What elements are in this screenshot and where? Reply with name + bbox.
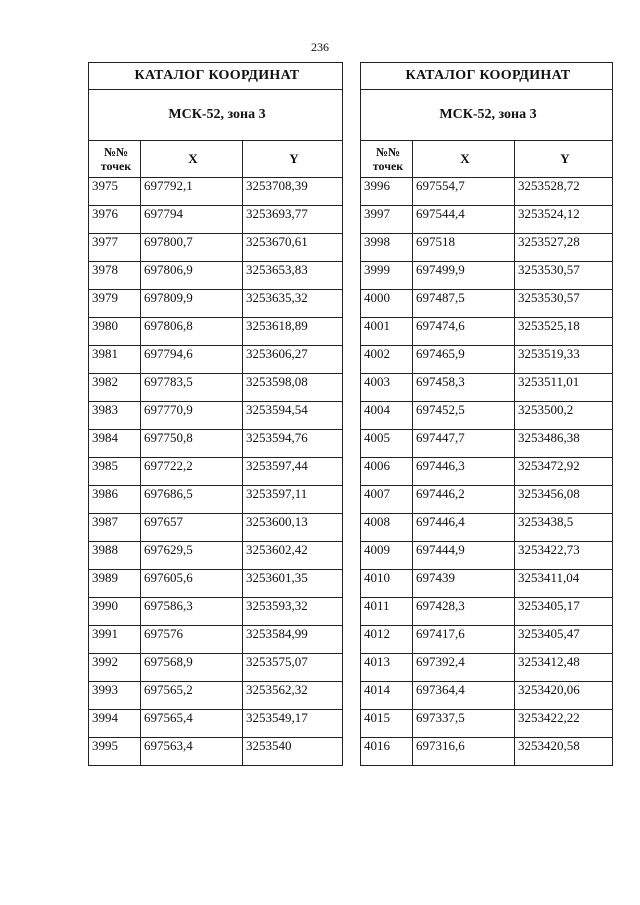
point-number-cell: 4014 (361, 682, 413, 710)
table-row (89, 682, 343, 710)
point-number-cell: 3978 (89, 262, 141, 290)
y-coordinate-cell: 3253598,08 (243, 374, 343, 402)
x-coordinate-cell: 697576 (141, 626, 243, 654)
y-coordinate-cell: 3253412,48 (515, 654, 613, 682)
y-coordinate-cell: 3253618,89 (243, 318, 343, 346)
y-coordinate-cell: 3253562,32 (243, 682, 343, 710)
point-number-cell: 3979 (89, 290, 141, 318)
coordinate-catalog-table-right (360, 62, 613, 766)
point-number-cell: 3998 (361, 234, 413, 262)
table-row (361, 458, 613, 486)
point-number-cell: 3995 (89, 738, 141, 766)
y-coordinate-cell: 3253500,2 (515, 402, 613, 430)
x-coordinate-cell: 697392,4 (413, 654, 515, 682)
point-number-cell: 3980 (89, 318, 141, 346)
x-coordinate-cell: 697792,1 (141, 178, 243, 206)
x-coordinate-cell: 697783,5 (141, 374, 243, 402)
point-number-cell: 4004 (361, 402, 413, 430)
y-coordinate-cell: 3253486,38 (515, 430, 613, 458)
x-coordinate-cell: 697629,5 (141, 542, 243, 570)
y-coordinate-cell: 3253405,47 (515, 626, 613, 654)
x-coordinate-cell: 697806,9 (141, 262, 243, 290)
y-coordinate-cell: 3253411,04 (515, 570, 613, 598)
x-coordinate-cell: 697565,2 (141, 682, 243, 710)
table-row (361, 178, 613, 206)
point-number-cell: 4012 (361, 626, 413, 654)
table-row (361, 234, 613, 262)
y-coordinate-cell: 3253594,76 (243, 430, 343, 458)
table-row (361, 710, 613, 738)
point-number-cell: 3990 (89, 598, 141, 626)
point-number-cell: 3991 (89, 626, 141, 654)
point-number-cell: 3981 (89, 346, 141, 374)
x-coordinate-cell: 697563,4 (141, 738, 243, 766)
x-coordinate-cell: 697439 (413, 570, 515, 598)
x-coordinate-cell: 697452,5 (413, 402, 515, 430)
table-row (361, 738, 613, 766)
table-row (361, 570, 613, 598)
coordinate-catalog-table-left (88, 62, 343, 766)
table-row (89, 570, 343, 598)
x-coordinate-cell: 697806,8 (141, 318, 243, 346)
point-number-cell: 4009 (361, 542, 413, 570)
y-coordinate-cell: 3253405,17 (515, 598, 613, 626)
point-number-cell: 4008 (361, 514, 413, 542)
table-row (89, 458, 343, 486)
point-number-cell: 3977 (89, 234, 141, 262)
point-number-cell: 4000 (361, 290, 413, 318)
table-row (361, 598, 613, 626)
point-number-cell: 4015 (361, 710, 413, 738)
y-coordinate-cell: 3253422,73 (515, 542, 613, 570)
point-number-cell: 4003 (361, 374, 413, 402)
point-number-cell: 3985 (89, 458, 141, 486)
y-coordinate-cell: 3253601,35 (243, 570, 343, 598)
point-number-cell: 4016 (361, 738, 413, 766)
y-coordinate-cell: 3253511,01 (515, 374, 613, 402)
column-header-y: Y (243, 141, 343, 178)
y-coordinate-cell: 3253519,33 (515, 346, 613, 374)
y-coordinate-cell: 3253708,39 (243, 178, 343, 206)
x-coordinate-cell: 697722,2 (141, 458, 243, 486)
y-coordinate-cell: 3253597,44 (243, 458, 343, 486)
column-header-y: Y (515, 141, 613, 178)
table-row (89, 542, 343, 570)
table-row (89, 710, 343, 738)
point-number-cell: 4013 (361, 654, 413, 682)
table-row (89, 598, 343, 626)
table-row (361, 318, 613, 346)
x-coordinate-cell: 697428,3 (413, 598, 515, 626)
y-coordinate-cell: 3253530,57 (515, 262, 613, 290)
point-number-cell: 3996 (361, 178, 413, 206)
y-coordinate-cell: 3253600,13 (243, 514, 343, 542)
x-coordinate-cell: 697794,6 (141, 346, 243, 374)
table-row (89, 514, 343, 542)
table-row (361, 542, 613, 570)
point-number-cell: 4002 (361, 346, 413, 374)
y-coordinate-cell: 3253525,18 (515, 318, 613, 346)
y-coordinate-cell: 3253670,61 (243, 234, 343, 262)
table-body (361, 178, 613, 766)
table-row (89, 738, 343, 766)
x-coordinate-cell: 697544,4 (413, 206, 515, 234)
x-coordinate-cell: 697686,5 (141, 486, 243, 514)
point-number-cell: 3975 (89, 178, 141, 206)
y-coordinate-cell: 3253549,17 (243, 710, 343, 738)
point-number-cell: 3984 (89, 430, 141, 458)
x-coordinate-cell: 697446,2 (413, 486, 515, 514)
x-coordinate-cell: 697605,6 (141, 570, 243, 598)
y-coordinate-cell: 3253597,11 (243, 486, 343, 514)
x-coordinate-cell: 697794 (141, 206, 243, 234)
table-row (361, 682, 613, 710)
y-coordinate-cell: 3253438,5 (515, 514, 613, 542)
y-coordinate-cell: 3253584,99 (243, 626, 343, 654)
catalog-subtitle: МСК-52, зона 3 (89, 90, 343, 141)
table-row (89, 346, 343, 374)
y-coordinate-cell: 3253594,54 (243, 402, 343, 430)
table-row (361, 374, 613, 402)
column-header-x: X (413, 141, 515, 178)
table-row (89, 430, 343, 458)
catalog-subtitle: МСК-52, зона 3 (361, 90, 613, 141)
point-number-cell: 4001 (361, 318, 413, 346)
point-number-cell: 4007 (361, 486, 413, 514)
y-coordinate-cell: 3253420,58 (515, 738, 613, 766)
y-coordinate-cell: 3253524,12 (515, 206, 613, 234)
point-number-cell: 4010 (361, 570, 413, 598)
y-coordinate-cell: 3253472,92 (515, 458, 613, 486)
point-number-cell: 3976 (89, 206, 141, 234)
y-coordinate-cell: 3253420,06 (515, 682, 613, 710)
column-header-point-number: №№ точек (89, 141, 141, 178)
table-row (89, 374, 343, 402)
table-row (361, 402, 613, 430)
catalog-title: КАТАЛОГ КООРДИНАТ (89, 63, 343, 90)
y-coordinate-cell: 3253527,28 (515, 234, 613, 262)
table-row (361, 486, 613, 514)
table-row (361, 654, 613, 682)
point-number-cell: 3994 (89, 710, 141, 738)
x-coordinate-cell: 697568,9 (141, 654, 243, 682)
catalog-title: КАТАЛОГ КООРДИНАТ (361, 63, 613, 90)
table-row (89, 262, 343, 290)
x-coordinate-cell: 697447,7 (413, 430, 515, 458)
y-coordinate-cell: 3253456,08 (515, 486, 613, 514)
table-row (361, 290, 613, 318)
table-row (89, 486, 343, 514)
table-row (361, 262, 613, 290)
table-row (89, 178, 343, 206)
y-coordinate-cell: 3253606,27 (243, 346, 343, 374)
point-number-cell: 4011 (361, 598, 413, 626)
point-number-cell: 3988 (89, 542, 141, 570)
table-row (361, 514, 613, 542)
x-coordinate-cell: 697444,9 (413, 542, 515, 570)
table-row (89, 234, 343, 262)
y-coordinate-cell: 3253602,42 (243, 542, 343, 570)
point-number-cell: 3983 (89, 402, 141, 430)
table-row (89, 318, 343, 346)
table-row (89, 206, 343, 234)
point-number-cell: 3997 (361, 206, 413, 234)
table-row (89, 402, 343, 430)
y-coordinate-cell: 3253635,32 (243, 290, 343, 318)
column-header-x: X (141, 141, 243, 178)
x-coordinate-cell: 697458,3 (413, 374, 515, 402)
table-row (89, 290, 343, 318)
point-number-cell: 3989 (89, 570, 141, 598)
point-number-cell: 3986 (89, 486, 141, 514)
x-coordinate-cell: 697465,9 (413, 346, 515, 374)
y-coordinate-cell: 3253693,77 (243, 206, 343, 234)
column-header-point-number: №№ точек (361, 141, 413, 178)
x-coordinate-cell: 697657 (141, 514, 243, 542)
y-coordinate-cell: 3253422,22 (515, 710, 613, 738)
table-row (361, 206, 613, 234)
x-coordinate-cell: 697770,9 (141, 402, 243, 430)
x-coordinate-cell: 697337,5 (413, 710, 515, 738)
point-number-cell: 3992 (89, 654, 141, 682)
point-number-cell: 3982 (89, 374, 141, 402)
x-coordinate-cell: 697487,5 (413, 290, 515, 318)
table-row (89, 654, 343, 682)
x-coordinate-cell: 697554,7 (413, 178, 515, 206)
x-coordinate-cell: 697750,8 (141, 430, 243, 458)
point-number-cell: 3999 (361, 262, 413, 290)
x-coordinate-cell: 697316,6 (413, 738, 515, 766)
x-coordinate-cell: 697499,9 (413, 262, 515, 290)
y-coordinate-cell: 3253653,83 (243, 262, 343, 290)
y-coordinate-cell: 3253528,72 (515, 178, 613, 206)
x-coordinate-cell: 697364,4 (413, 682, 515, 710)
y-coordinate-cell: 3253530,57 (515, 290, 613, 318)
x-coordinate-cell: 697446,4 (413, 514, 515, 542)
y-coordinate-cell: 3253575,07 (243, 654, 343, 682)
table-row (89, 626, 343, 654)
table-row (361, 626, 613, 654)
point-number-cell: 3993 (89, 682, 141, 710)
point-number-cell: 4005 (361, 430, 413, 458)
x-coordinate-cell: 697518 (413, 234, 515, 262)
table-row (361, 346, 613, 374)
y-coordinate-cell: 3253540 (243, 738, 343, 766)
point-number-cell: 4006 (361, 458, 413, 486)
x-coordinate-cell: 697809,9 (141, 290, 243, 318)
x-coordinate-cell: 697565,4 (141, 710, 243, 738)
point-number-cell: 3987 (89, 514, 141, 542)
table-body (89, 178, 343, 766)
y-coordinate-cell: 3253593,32 (243, 598, 343, 626)
x-coordinate-cell: 697586,3 (141, 598, 243, 626)
x-coordinate-cell: 697446,3 (413, 458, 515, 486)
table-row (361, 430, 613, 458)
x-coordinate-cell: 697800,7 (141, 234, 243, 262)
page-number: 236 (311, 40, 329, 54)
x-coordinate-cell: 697417,6 (413, 626, 515, 654)
x-coordinate-cell: 697474,6 (413, 318, 515, 346)
